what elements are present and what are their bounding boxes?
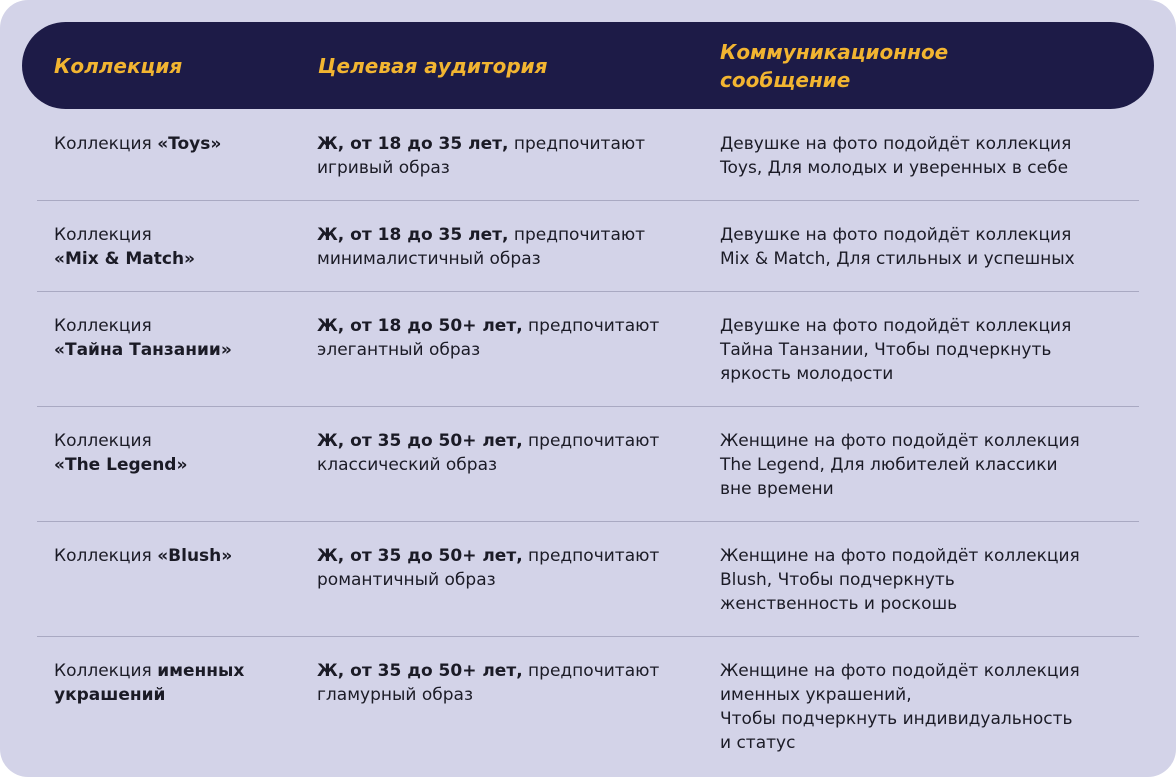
target-audience: Ж, от 35 до 50+ лет, предпочитают романтичный образ xyxy=(317,546,660,590)
collection-name: Коллекция «Mix & Match» xyxy=(54,225,196,269)
target-audience: Ж, от 18 до 35 лет, предпочитают минималистичный образ xyxy=(317,225,646,269)
header-collection: Коллекция xyxy=(54,54,183,78)
communication-message: Женщине на фото подойдёт коллекция именных украшений, Чтобы подчеркнуть индивидуальность и статус xyxy=(720,661,1080,753)
collection-name: Коллекция именных украшений xyxy=(54,661,245,705)
table-header xyxy=(22,22,1154,109)
target-audience: Ж, от 35 до 50+ лет, предпочитают классический образ xyxy=(317,431,660,475)
header-message-line-1: Коммуникационное xyxy=(720,40,949,64)
collection-name: Коллекция «The Legend» xyxy=(54,431,188,475)
communication-message: Девушке на фото подойдёт коллекция Toys, Для молодых и уверенных в себе xyxy=(720,134,1072,178)
table-row xyxy=(37,522,1139,637)
table-row xyxy=(37,637,1139,767)
table-row xyxy=(37,201,1139,292)
header-communication-message xyxy=(720,38,1040,94)
communication-message: Девушке на фото подойдёт коллекция Тайна Танзании, Чтобы подчеркнуть яркость молодости xyxy=(720,316,1072,384)
collection-name: Коллекция «Blush» xyxy=(54,546,233,566)
table-row xyxy=(37,407,1139,522)
communication-message: Женщине на фото подойдёт коллекция The Legend, Для любителей классики вне времени xyxy=(720,431,1080,499)
communication-message: Девушке на фото подойдёт коллекция Mix & Match, Для стильных и успешных xyxy=(720,225,1075,269)
target-audience: Ж, от 18 до 50+ лет, предпочитают элегантный образ xyxy=(317,316,660,360)
header-message-line-2: сообщение xyxy=(720,68,851,92)
collection-name: Коллекция «Toys» xyxy=(54,134,222,154)
collection-name: Коллекция «Тайна Танзании» xyxy=(54,316,232,360)
target-audience: Ж, от 35 до 50+ лет, предпочитают гламурный образ xyxy=(317,661,660,705)
target-audience: Ж, от 18 до 35 лет, предпочитают игривый образ xyxy=(317,134,646,178)
communication-message: Женщине на фото подойдёт коллекция Blush, Чтобы подчеркнуть женственность и роскошь xyxy=(720,546,1080,614)
table-row xyxy=(37,292,1139,407)
header-target-audience: Целевая аудитория xyxy=(318,54,548,78)
table-row xyxy=(37,110,1139,201)
